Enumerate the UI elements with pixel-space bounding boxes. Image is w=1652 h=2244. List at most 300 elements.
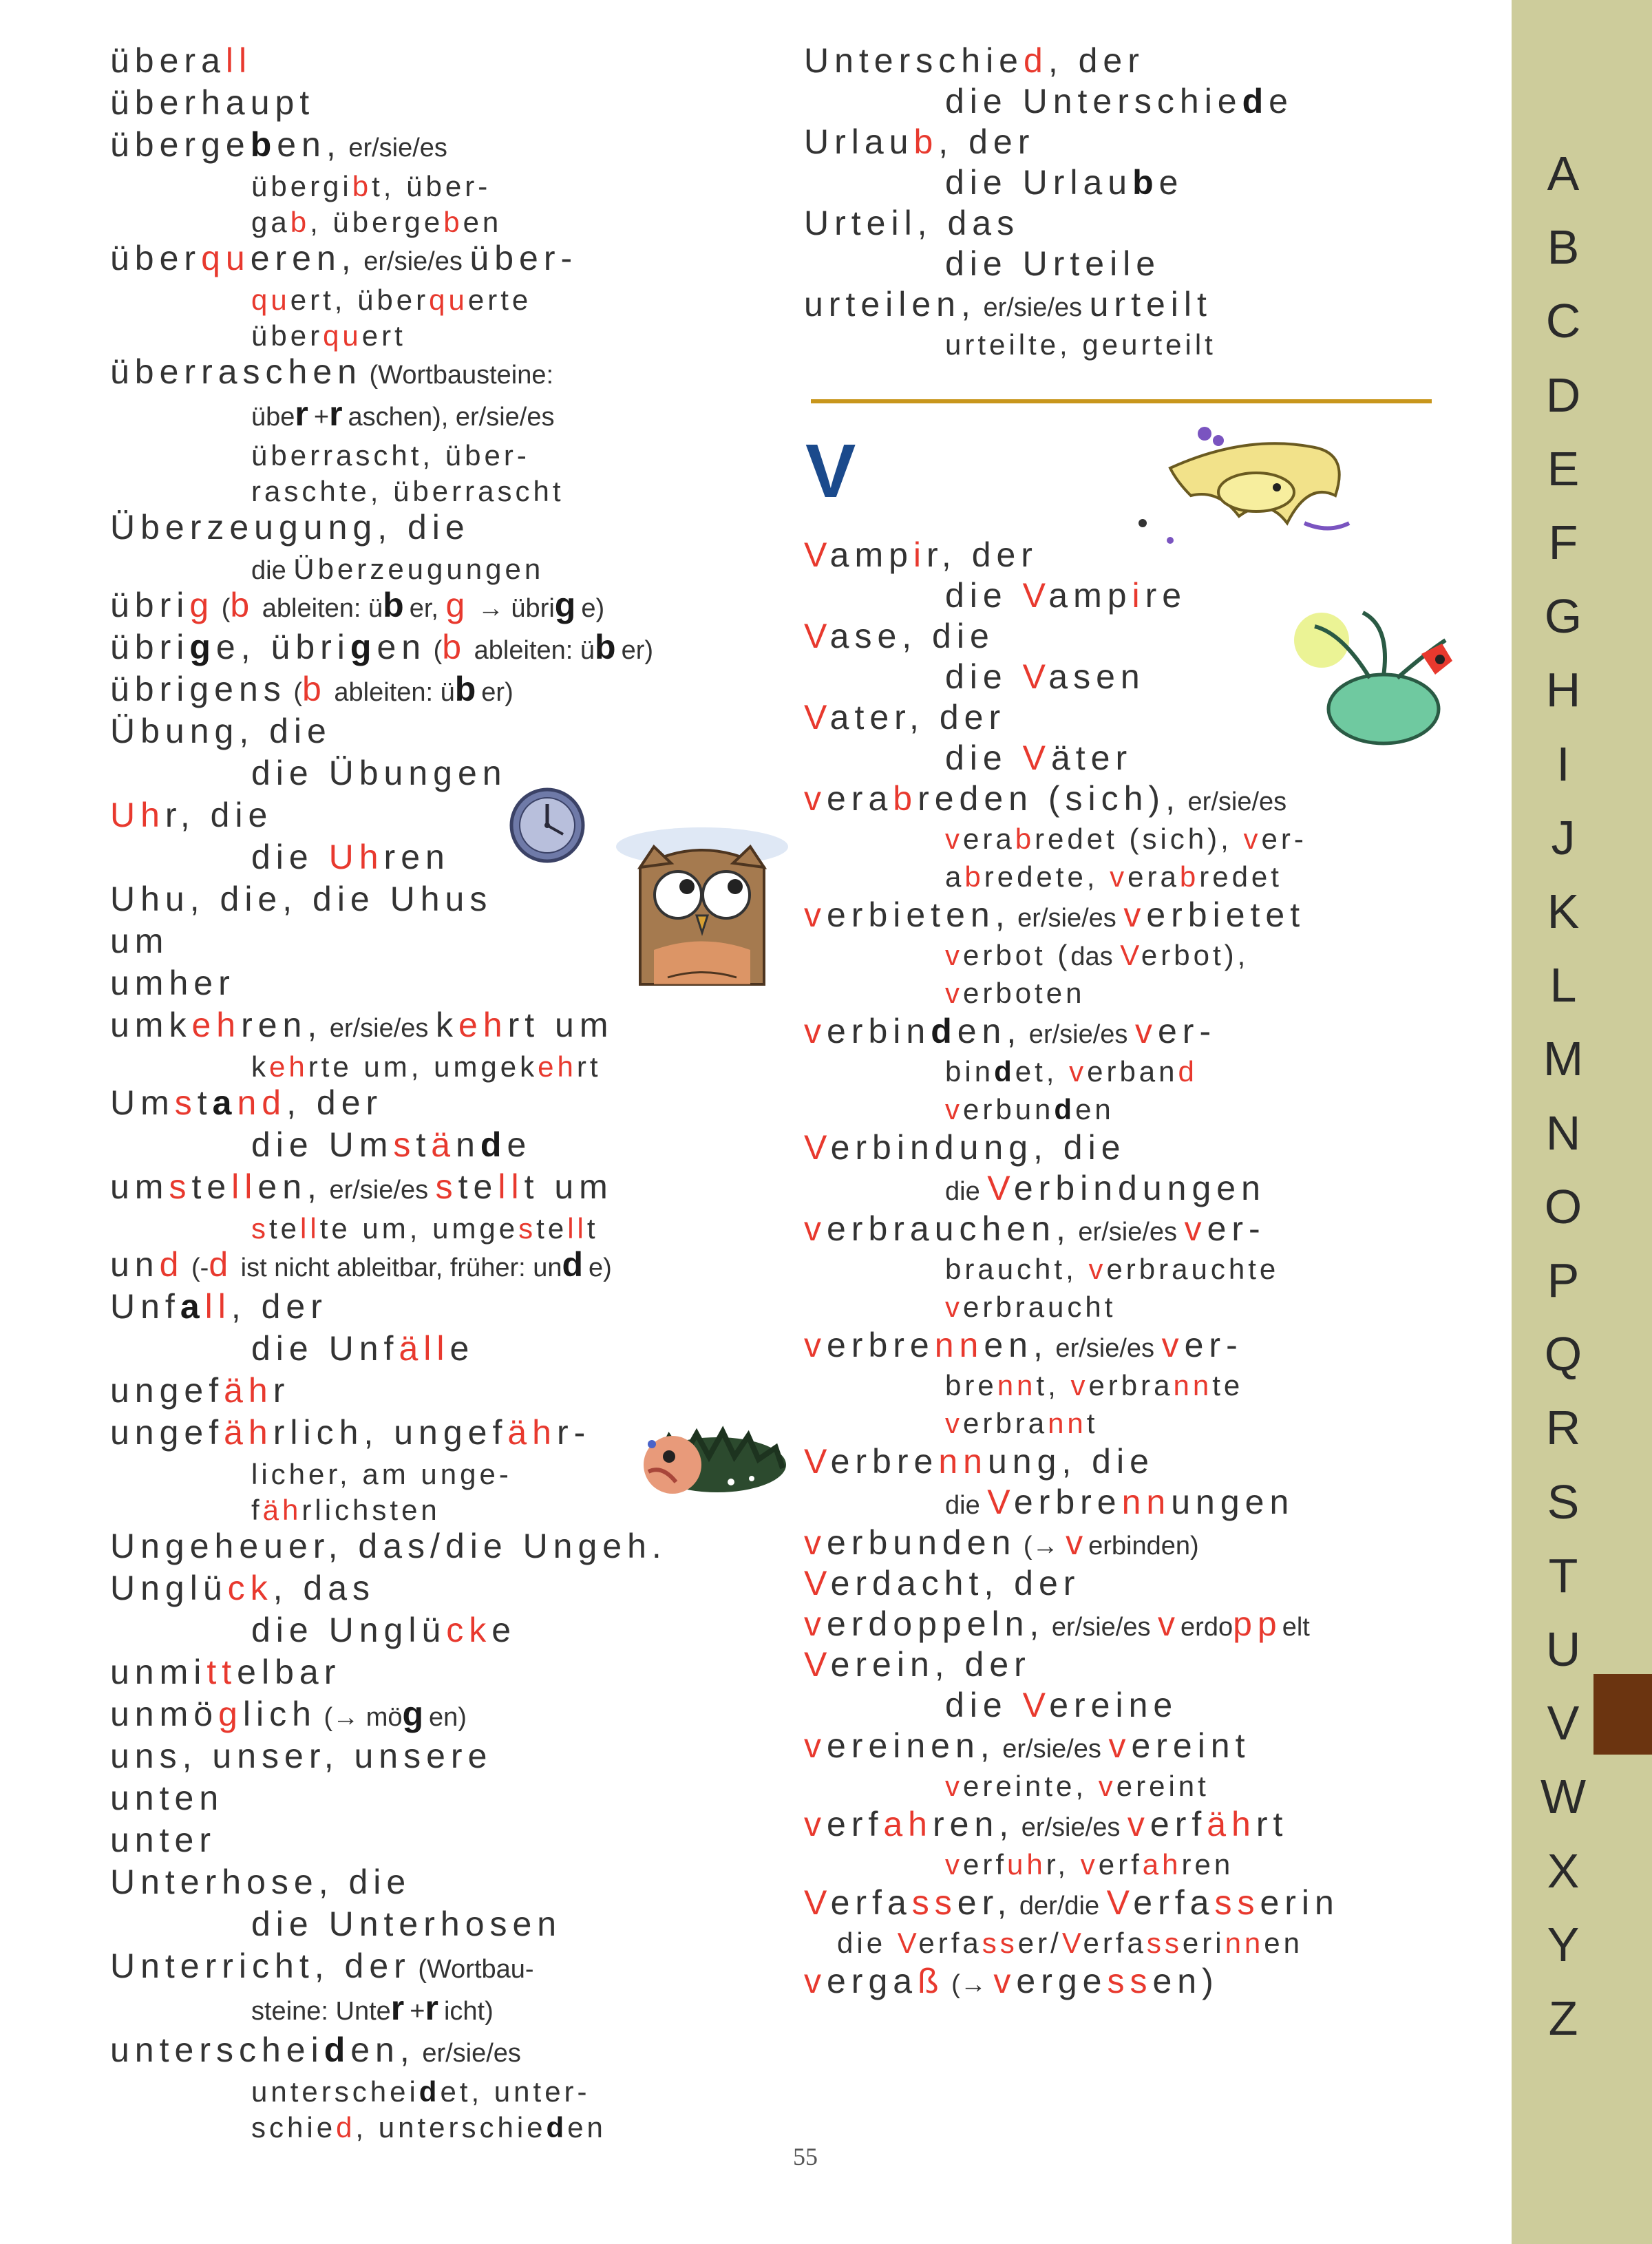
dictionary-entry [110,125,447,167]
alphabet-tab-d[interactable]: D [1545,368,1581,422]
entry-text-segment: nn [1225,1927,1264,1959]
entry-text-segment: ß [918,1962,944,2000]
entry-text-segment: unten [110,1779,224,1817]
dictionary-entry [110,1947,534,1989]
entry-text-segment: erbrauchen, [827,1209,1071,1248]
entry-text-segment: e) [581,594,605,623]
entry-text-segment: ( [214,594,231,623]
entry-text-segment: Uh [110,796,165,834]
entry-text-segment: aschen), er/sie/es [348,403,555,432]
entry-text-segment: er) [621,636,654,665]
entry-text-segment: b [913,123,939,161]
dictionary-subentry [945,163,1183,202]
entry-text-segment: erte [467,284,532,316]
entry-text-segment: ss [911,1883,957,1922]
entry-text-segment: er- [1157,1012,1217,1050]
entry-text-segment: t, über- [372,170,491,202]
entry-text-segment: äh [262,1494,302,1526]
entry-text-segment: erbra [1088,1369,1174,1401]
entry-text-segment: eh [458,1006,508,1044]
dictionary-entry [110,83,315,122]
entry-text-segment: ä [431,1125,456,1164]
alphabet-tab-l[interactable]: L [1549,958,1577,1013]
entry-text-segment: d [419,2075,441,2108]
dictionary-entry [110,964,235,1002]
entry-text-segment: die [251,556,294,585]
entry-text-segment: unmi [110,1653,207,1691]
entry-text-segment: , überge [310,206,444,238]
entry-text-segment: urteilte, geurteilt [945,328,1216,361]
owl-illustration [613,819,792,991]
entry-text-segment: rlich, [273,1413,379,1452]
entry-text-segment: ist nicht ableitbar, früher: un [233,1253,562,1282]
entry-text-segment: uns, unser, unsere [110,1737,493,1775]
dictionary-entry [804,896,1305,938]
entry-text-segment: erbin [827,1012,931,1050]
entry-text-segment: s [169,1167,192,1206]
alphabet-tab-c[interactable]: C [1545,294,1581,348]
entry-text-segment: er/sie/es [1021,1020,1135,1049]
entry-text-segment: er/ [1017,1927,1062,1959]
entry-text-segment: Urlau [804,123,914,161]
entry-text-segment: te [191,1167,232,1206]
entry-text-segment: erein, der [830,1645,1031,1684]
entry-text-segment: (Wortbausteine: [361,361,554,390]
entry-text-segment: v [1184,1209,1207,1248]
entry-text-segment: ungef [379,1413,508,1452]
entry-text-segment: v [945,823,963,855]
entry-text-segment: unter [110,1821,216,1859]
dictionary-subentry [251,754,507,792]
entry-text-segment: en, [957,1012,1022,1050]
entry-text-segment: v [804,1326,827,1364]
dictionary-entry [804,1523,1199,1565]
entry-text-segment: v [1158,1605,1181,1643]
entry-text-segment: V [804,1442,831,1481]
entry-text-segment: V [1022,576,1049,615]
entry-text-segment: v [945,1093,963,1125]
entry-text-segment: v [945,1407,963,1439]
alphabet-tab-i[interactable]: I [1556,737,1570,791]
entry-text-segment: übri [110,628,190,666]
entry-text-segment: umher [110,964,235,1002]
entry-text-segment: v [804,896,827,934]
entry-text-segment: erbot ( [963,939,1071,971]
entry-text-segment: v [1069,1055,1088,1088]
entry-text-segment: b [893,779,918,818]
entry-text-segment: V [1061,1927,1083,1959]
entry-text-segment: ll [225,41,253,80]
alphabet-tab-m[interactable]: M [1543,1032,1584,1086]
dictionary-subentry [251,167,491,206]
entry-text-segment: er/sie/es [356,247,470,276]
entry-text-segment: ereinte, [963,1770,1099,1802]
dictionary-entry [110,352,553,394]
entry-text-segment: übergi [251,170,352,202]
entry-text-segment: redete, [984,860,1110,893]
dictionary-subentry [251,203,502,242]
entry-text-segment: ung, die [987,1442,1154,1481]
entry-text-segment: s [174,1083,198,1122]
entry-text-segment: nd [237,1083,287,1122]
entry-text-segment: äh [224,1371,273,1410]
dictionary-entry [110,1779,224,1817]
entry-text-segment: s [435,1167,458,1206]
dictionary-subentry [945,1052,1198,1091]
entry-text-segment: g [189,586,215,624]
dictionary-subentry [945,739,1132,777]
entry-text-segment: ( [286,678,303,707]
entry-text-segment: te [536,1212,568,1245]
entry-text-segment: d [336,2111,356,2144]
entry-text-segment: r [295,394,314,433]
entry-text-segment: te [269,1212,301,1245]
entry-text-segment: erdoppeln, [827,1605,1045,1643]
entry-text-segment: Ungeheuer, das/die [110,1527,508,1565]
entry-text-segment: erdacht, der [830,1564,1081,1602]
alphabet-tab-u[interactable]: U [1545,1622,1581,1676]
entry-text-segment: er- [1207,1209,1266,1248]
entry-text-segment: erbre [830,1442,939,1481]
entry-text-segment: v [804,779,827,818]
alphabet-tab-j[interactable]: J [1551,810,1576,865]
entry-text-segment: en [377,628,427,666]
alphabet-tab-q[interactable]: Q [1544,1327,1582,1382]
entry-text-segment: b [1015,823,1035,855]
entry-text-segment: Uh [328,838,384,876]
alphabet-tab-e[interactable]: E [1547,441,1580,496]
alphabet-tab-f[interactable]: F [1548,516,1578,569]
entry-text-segment: , der [286,1083,383,1122]
entry-text-segment: rt [576,1050,602,1083]
entry-text-segment: d [562,1245,589,1284]
entry-text-segment: d [159,1245,184,1284]
entry-text-segment: erfa [918,1927,982,1959]
entry-text-segment: bin [945,1055,995,1088]
entry-text-segment: v [1161,1326,1185,1364]
entry-text-segment: überge [110,125,251,164]
entry-text-segment: icht) [443,1997,494,2026]
entry-text-segment: äh [224,1413,273,1452]
entry-text-segment: r [273,1371,290,1410]
alphabet-tab-x[interactable]: X [1547,1843,1580,1898]
entry-text-segment: eh [191,1006,242,1044]
entry-text-segment: te [1212,1369,1244,1401]
entry-text-segment: (sich), [1032,779,1180,818]
dictionary-entry [110,1167,613,1209]
entry-text-segment: ungef [110,1371,224,1410]
entry-text-segment: er/sie/es [1010,904,1124,933]
dictionary-entry [804,41,1145,80]
alphabet-tab-k[interactable]: K [1547,885,1580,938]
dictionary-subentry [251,1989,494,2031]
dictionary-subentry [251,1455,512,1494]
dictionary-entry [110,1245,612,1287]
entry-text-segment: g [350,628,377,666]
hedgehog-illustration [628,1417,790,1499]
entry-text-segment: era [827,779,893,818]
entry-text-segment: über [110,239,202,277]
dictionary-entry [110,2031,521,2073]
entry-text-segment: qu [429,284,468,316]
entry-text-segment: erbun [963,1093,1055,1125]
entry-text-segment: ren, [932,1805,1015,1843]
entry-text-segment: t, [1036,1369,1071,1401]
entry-text-segment: et, [1015,1055,1070,1088]
entry-text-segment: b [443,206,463,238]
entry-text-segment: Überzeugung, die [110,508,470,547]
entry-text-segment: nn [938,1442,988,1481]
entry-text-segment: e [1158,163,1184,202]
entry-text-segment: übe [251,403,295,432]
entry-text-segment: unterschei [251,2075,419,2108]
entry-text-segment: ert, über [290,284,430,316]
alphabet-tab-p[interactable]: P [1547,1253,1580,1307]
entry-text-segment: b [1132,163,1159,202]
alphabet-tab-g[interactable]: G [1544,589,1582,644]
dictionary-subentry [251,1125,531,1164]
entry-text-segment: en [567,2111,606,2144]
alphabet-tab-r[interactable]: R [1545,1401,1581,1455]
entry-text-segment: die [945,739,1023,777]
dictionary-subentry [945,1404,1098,1443]
entry-text-segment: n [456,1125,480,1164]
entry-text-segment: ereint [1116,1770,1209,1802]
entry-text-segment: eri [1182,1927,1225,1959]
entry-text-segment: Unterricht, der [110,1947,411,1985]
entry-text-segment: , unterschie [355,2111,547,2144]
dictionary-entry [804,1883,1339,1925]
alphabet-tab-o[interactable]: O [1544,1179,1582,1234]
entry-text-segment: erbre [827,1326,935,1364]
entry-text-segment: Unf [110,1287,180,1326]
bat-illustration [1129,420,1363,564]
dictionary-entry [110,1863,411,1901]
entry-text-segment: , der [1048,41,1145,80]
dictionary-entry [804,1442,1154,1481]
entry-text-segment: erga [827,1962,918,2000]
entry-text-segment: en [1264,1927,1304,1959]
entry-text-segment: rt um [507,1006,614,1044]
entry-text-segment: ( [426,636,443,665]
entry-text-segment: ereint [1131,1726,1251,1765]
dictionary-subentry [945,1686,1178,1724]
entry-text-segment: d [546,2111,568,2144]
entry-text-segment: e [449,1329,475,1368]
dictionary-entry [804,1962,1219,2004]
entry-text-segment: umk [110,1006,192,1044]
dictionary-entry [804,698,1006,737]
entry-text-segment: ableiten: ü [326,678,455,707]
alphabet-tab-h[interactable]: H [1545,663,1581,717]
entry-text-segment: die Unterhosen [251,1905,562,1943]
entry-text-segment: er/sie/es [1048,1334,1162,1363]
alphabet-tab-y[interactable]: Y [1547,1917,1580,1971]
alphabet-tab-s[interactable]: S [1547,1474,1580,1529]
entry-text-segment: b [290,206,310,238]
entry-text-segment: uh [1007,1848,1046,1881]
dictionary-entry [110,41,252,80]
entry-text-segment: g [554,586,582,624]
entry-text-segment: er/sie/es [1180,787,1287,816]
entry-text-segment: d [1242,82,1269,120]
entry-text-segment: (- [184,1253,209,1282]
entry-text-segment: r [390,1989,410,2027]
entry-text-segment: pp [1233,1605,1282,1643]
entry-text-segment: überraschen [110,352,362,391]
entry-text-segment: s [393,1125,416,1164]
entry-text-segment: ereine [1049,1686,1178,1724]
dictionary-subentry [945,576,1187,615]
dictionary-entry [804,1645,1031,1684]
entry-text-segment: b [302,670,327,708]
dictionary-subentry [945,1250,1279,1289]
entry-text-segment: ungen [1171,1483,1295,1521]
dictionary-subentry [251,1611,516,1649]
entry-text-segment: amp [1048,576,1132,615]
dictionary-subentry [945,936,1249,976]
entry-text-segment: ater, der [829,698,1006,737]
entry-text-segment: Unterhose, die [110,1863,412,1901]
entry-text-segment: reden [918,779,1033,818]
entry-text-segment: erin [1260,1883,1339,1922]
entry-text-segment: i [913,536,927,574]
entry-text-segment: d [1178,1055,1198,1088]
entry-text-segment: e) [589,1253,612,1282]
entry-text-segment: amp [829,536,913,574]
entry-text-segment: , das [273,1569,376,1607]
entry-text-segment: i [1132,576,1145,615]
entry-text-segment: äter [1050,739,1133,777]
entry-text-segment: t [586,1212,599,1245]
entry-text-segment: rlichsten [301,1494,441,1526]
entry-text-segment: er/sie/es [1014,1813,1127,1842]
entry-text-segment: unmö [110,1695,219,1733]
dictionary-entry [110,1737,492,1775]
entry-text-segment: er/sie/es [321,1176,436,1205]
entry-text-segment: ll [231,1167,258,1206]
entry-text-segment: Unterschie [804,41,1024,80]
entry-text-segment: nn [1048,1407,1087,1439]
entry-text-segment: erbunden [827,1523,1017,1562]
entry-text-segment: ren, [241,1006,323,1044]
dictionary-entry [110,508,470,547]
entry-text-segment: nn [1121,1483,1172,1521]
entry-text-segment: b [250,125,277,164]
entry-text-segment: erdo [1180,1613,1233,1642]
entry-text-segment: v [945,1770,963,1802]
entry-text-segment: er/sie/es [322,1014,436,1043]
alphabet-tab-b[interactable]: B [1547,220,1580,275]
dictionary-entry [804,123,1035,161]
entry-text-segment: er, [409,594,446,623]
entry-text-segment: era [963,823,1015,855]
entry-text-segment: d [324,2031,351,2069]
entry-text-segment: V [804,536,830,574]
entry-text-segment: überhaupt [110,83,315,122]
entry-text-segment: ga [251,206,290,238]
entry-text-segment: en, [277,125,341,164]
entry-text-segment: nn [934,1326,984,1364]
entry-text-segment: a [945,860,965,893]
entry-text-segment: V [897,1927,919,1959]
entry-text-segment: übri [110,586,190,624]
dictionary-subentry [251,2108,606,2147]
entry-text-segment: asen [1048,657,1145,696]
alphabet-tab-n[interactable]: N [1545,1105,1581,1160]
entry-text-segment: die [945,657,1023,696]
entry-text-segment: t [1086,1407,1099,1439]
dictionary-subentry [945,326,1216,364]
alphabet-tab-w[interactable]: W [1540,1770,1587,1824]
entry-text-segment: die [945,1686,1023,1724]
entry-text-segment: v [1070,1369,1089,1401]
entry-text-segment: urteilt [1089,285,1212,324]
entry-text-segment: ah [883,1805,933,1843]
dictionary-entry [110,628,653,670]
entry-text-segment: nn [997,1369,1037,1401]
entry-text-segment: die Urlau [945,163,1133,202]
entry-text-segment: (Wortbau- [410,1955,534,1984]
entry-text-segment: Um [110,1083,175,1122]
dictionary-entry [804,1805,1288,1847]
dictionary-subentry [251,436,530,475]
entry-text-segment: e, übri [215,628,350,666]
dictionary-entry [110,670,513,712]
entry-text-segment: k [251,1050,269,1083]
entry-text-segment: (→ [944,1970,994,1999]
alphabet-tab-v[interactable]: V [1547,1696,1580,1750]
dictionary-entry [110,1006,614,1048]
entry-text-segment: en) [1152,1962,1219,2000]
entry-text-segment: b [454,670,482,708]
dictionary-entry [110,1569,375,1607]
dictionary-entry [110,1083,383,1122]
entry-text-segment: ll [423,1329,450,1368]
entry-text-segment: V [1120,939,1141,971]
entry-text-segment: v [804,1962,827,2000]
alphabet-tab-a[interactable]: A [1547,147,1580,200]
entry-text-segment: die Urteile [945,244,1161,283]
entry-text-segment: f [251,1494,263,1526]
entry-text-segment: v [804,1605,827,1643]
entry-text-segment: lich [242,1695,317,1733]
dictionary-subentry [251,281,531,319]
entry-text-segment: V [1022,657,1049,696]
entry-text-segment: V [987,1169,1014,1207]
entry-text-segment: r, die [165,796,273,834]
alphabet-tab-z[interactable]: Z [1548,1991,1578,2045]
entry-text-segment: g [402,1695,430,1733]
entry-text-segment: V [1106,1883,1134,1922]
entry-text-segment: v [804,1726,827,1765]
entry-text-segment: äh [507,1413,557,1452]
alphabet-tab-t[interactable]: T [1548,1548,1578,1602]
entry-text-segment: überrascht, über- [251,439,530,472]
entry-text-segment: en, [984,1326,1048,1364]
entry-text-segment: rt [1256,1805,1289,1843]
entry-text-segment: unterschei [110,2031,324,2069]
entry-text-segment: v [804,1805,827,1843]
entry-text-segment: er/sie/es [1044,1613,1158,1642]
entry-text-segment: braucht, [945,1253,1089,1285]
entry-text-segment: ss [1214,1883,1260,1922]
entry-text-segment: die Übungen [251,754,507,792]
dictionary-entry [110,712,332,750]
entry-text-segment: te um, umge [319,1212,519,1245]
entry-text-segment: eh [269,1050,308,1083]
dictionary-entry [110,239,578,281]
